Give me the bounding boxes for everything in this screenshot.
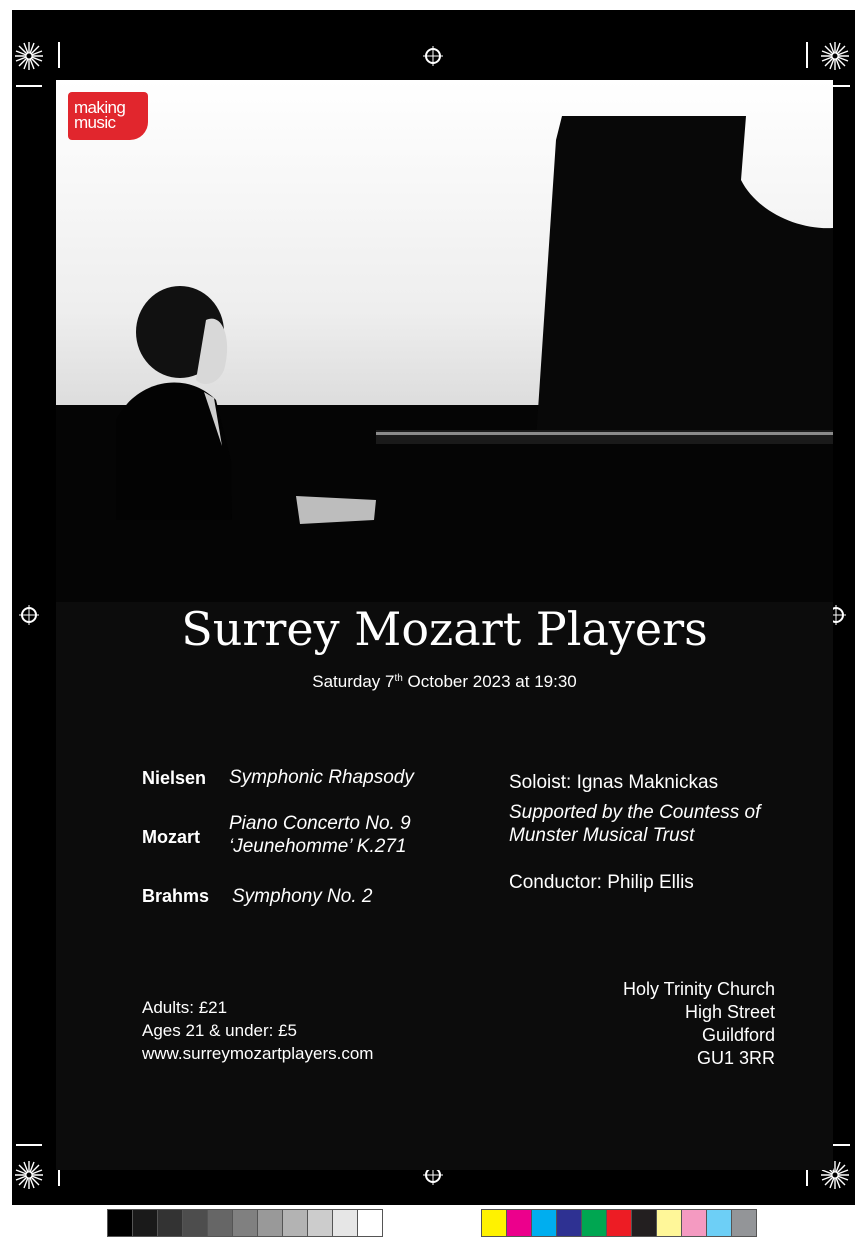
starburst-target-icon [14,41,44,71]
date-ordinal: th [394,673,403,684]
colour-swatch [133,1210,158,1236]
date-text: Saturday 7 [312,672,395,691]
orchestra-title: Surrey Mozart Players [181,602,708,656]
ticket-prices [142,996,373,1065]
colour-swatch [233,1210,258,1236]
venue-address [623,978,775,1070]
composer-name: Nielsen [142,768,207,788]
logo-line-2: music [74,113,116,132]
ticket-under21: Ages 21 & under: £5 [142,1021,298,1040]
concert-date [56,672,833,692]
colour-swatch [333,1210,358,1236]
colour-swatch [657,1210,682,1236]
conductor: Conductor: Philip Ellis [509,872,694,893]
print-sheet [12,10,855,1205]
colour-swatch [682,1210,707,1236]
colour-swatch [283,1210,308,1236]
ticket-adults: Adults: £21 [142,998,228,1017]
venue-line: GU1 3RR [696,1048,775,1068]
composer-name: Brahms [142,886,210,906]
crop-mark [16,1144,42,1146]
colour-swatch [183,1210,208,1236]
colour-swatch [557,1210,582,1236]
greyscale-control-bar [107,1209,383,1237]
venue-line: Guildford [701,1025,775,1045]
pianist-photo [56,80,833,602]
colour-swatch [607,1210,632,1236]
colour-swatch [158,1210,183,1236]
venue-line: High Street [684,1002,775,1022]
crop-mark [16,85,42,87]
colour-swatch [532,1210,557,1236]
colour-swatch [707,1210,732,1236]
colour-swatch [208,1210,233,1236]
registration-mark-icon [21,607,37,623]
colour-swatch [582,1210,607,1236]
soloist-support: Supported by the Countess of [509,802,761,823]
concert-poster [56,80,833,1170]
logo-line-1: making [74,98,126,117]
colour-swatch [108,1210,133,1236]
colour-swatch [258,1210,283,1236]
work-title: ‘Jeunehomme’ K.271 [229,836,407,857]
colour-swatch [482,1210,507,1236]
venue-line: Holy Trinity Church [622,979,775,999]
date-text-rest: October 2023 at 19:30 [402,672,577,691]
website-link[interactable]: www.surreymozartplayers.com [142,1044,374,1063]
work-title: Symphonic Rhapsody [229,767,414,788]
crop-mark [806,42,808,68]
work-title: Piano Concerto No. 9 [229,813,411,834]
soloist: Soloist: Ignas Maknickas [509,772,719,793]
making-music-logo [68,92,148,140]
colour-swatch [732,1210,756,1236]
starburst-target-icon [14,1160,44,1190]
starburst-target-icon [820,41,850,71]
colour-swatch [632,1210,657,1236]
colour-swatch [308,1210,333,1236]
colour-swatch [358,1210,382,1236]
colour-control-bar [481,1209,757,1237]
work-title: Symphony No. 2 [232,886,373,907]
colour-swatch [507,1210,532,1236]
registration-mark-icon [425,48,441,64]
composer-name: Mozart [142,827,200,847]
crop-mark [58,42,60,68]
soloist-support: Munster Musical Trust [509,825,695,846]
